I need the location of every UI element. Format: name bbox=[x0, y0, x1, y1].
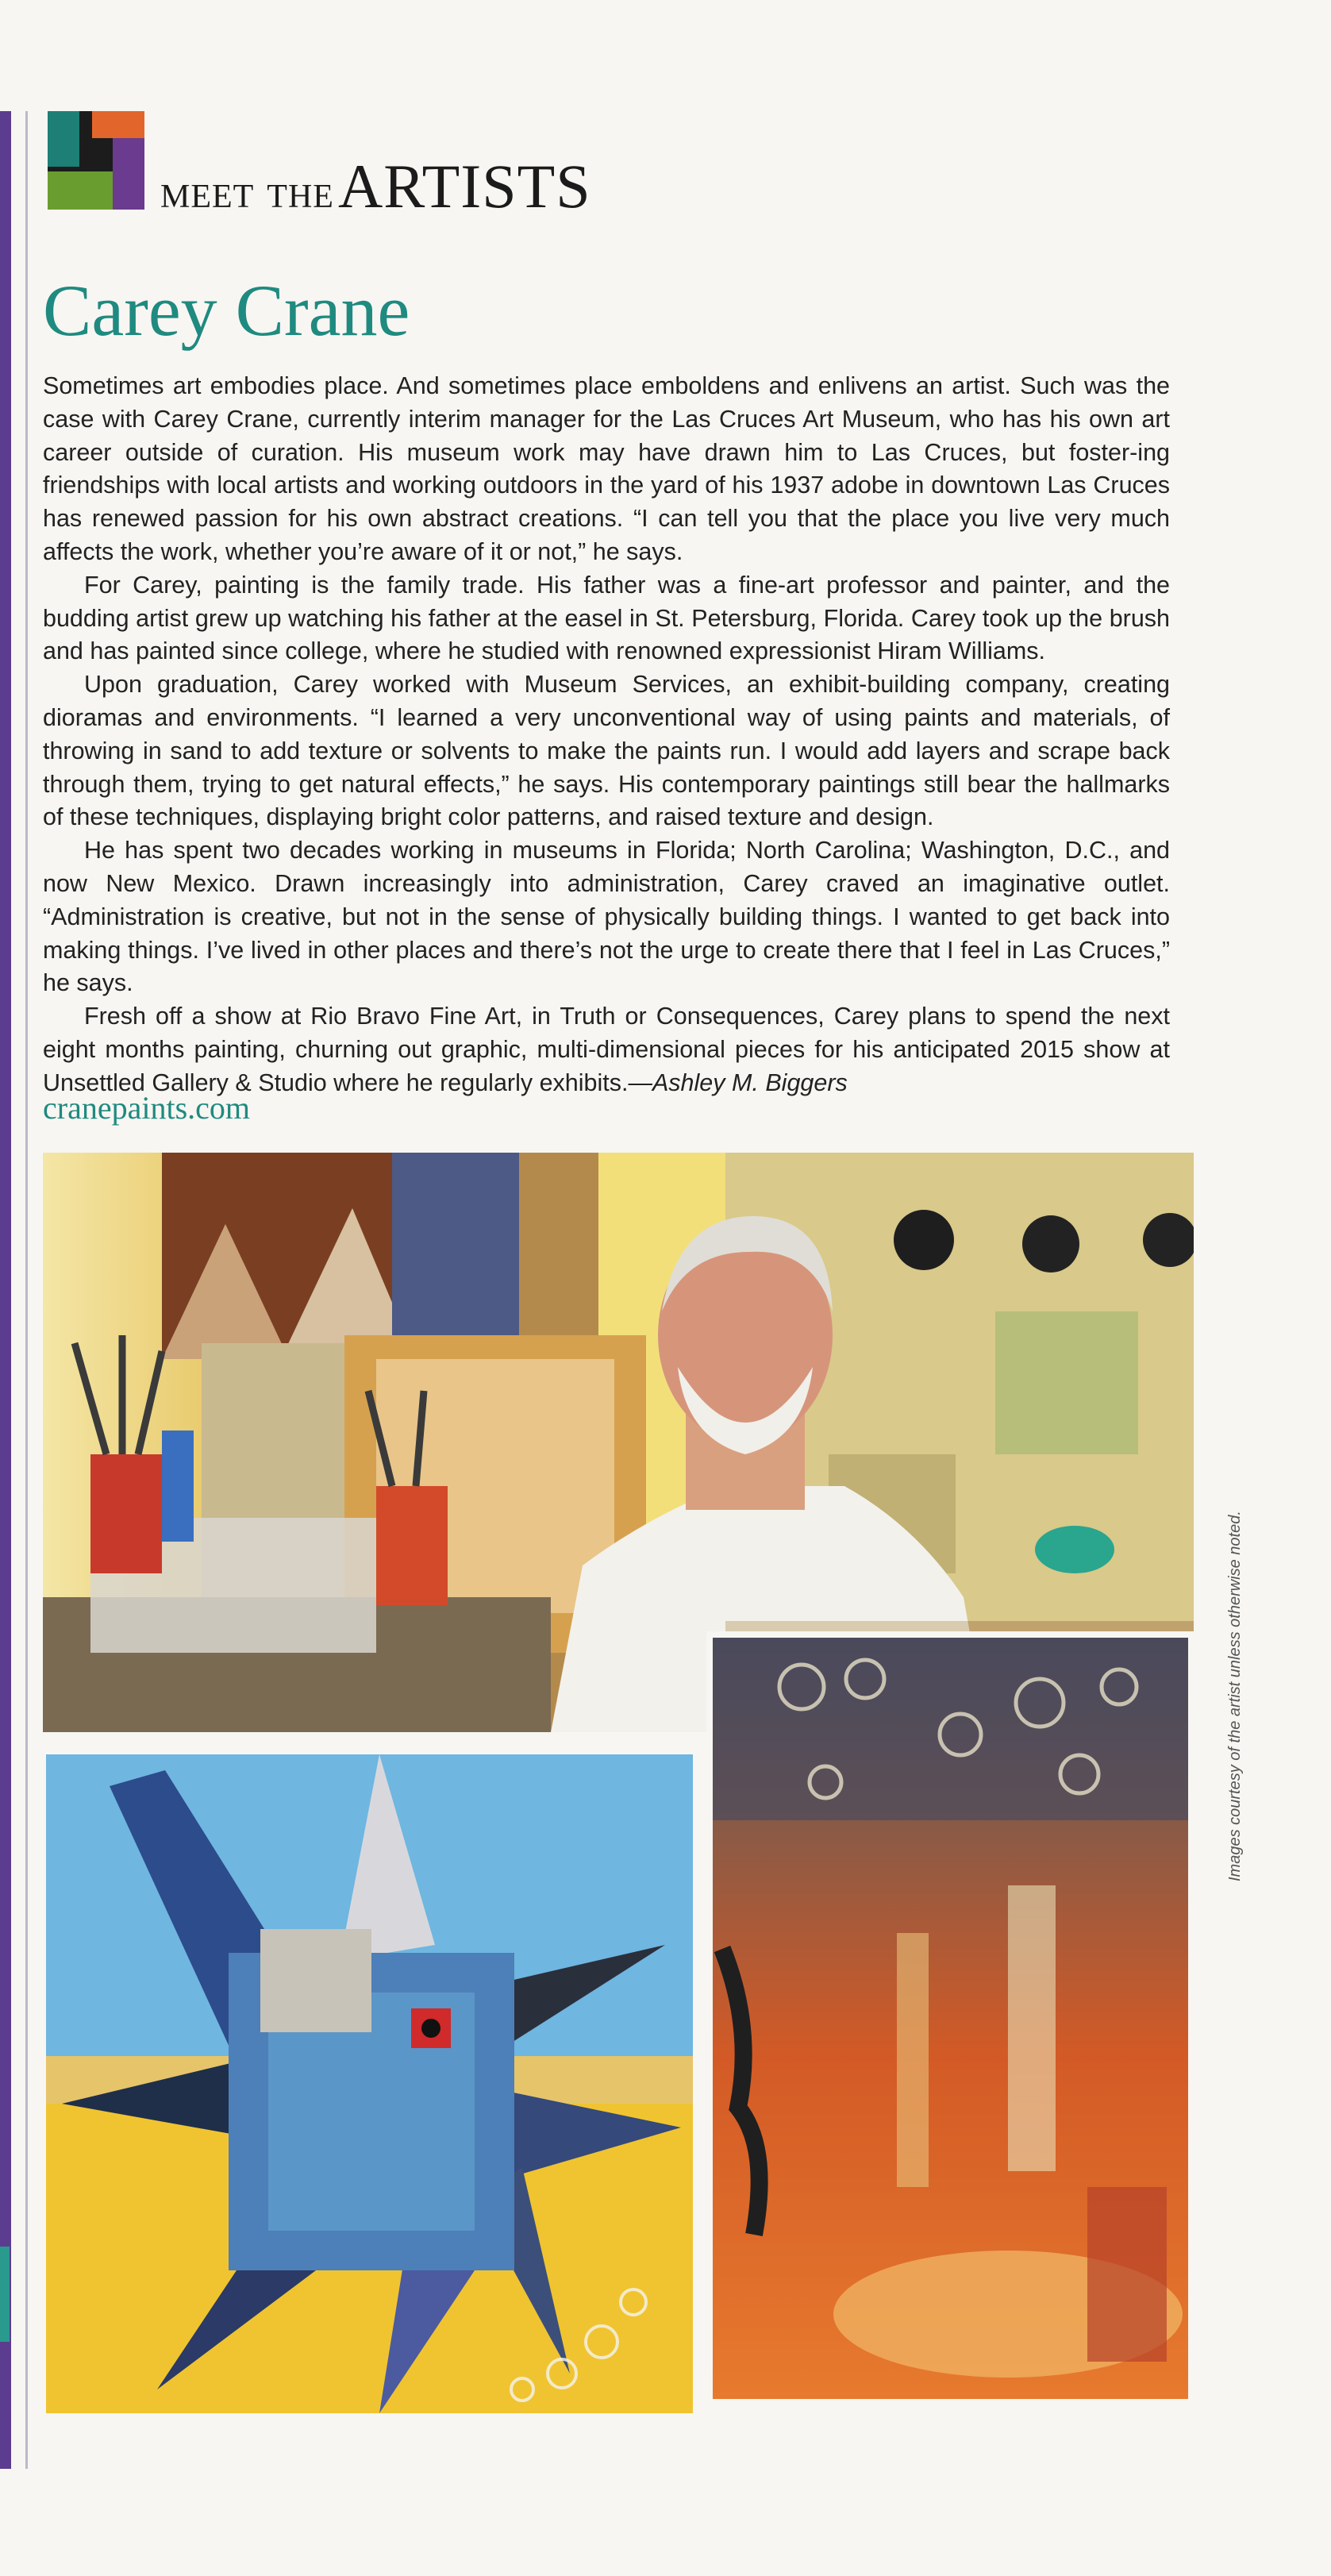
section-title-big: ARTISTS bbox=[337, 152, 591, 221]
photo-credit: Images courtesy of the artist unless otherwise noted. bbox=[1226, 1511, 1244, 1881]
article-paragraph: Fresh off a show at Rio Bravo Fine Art, in Truth or Consequences, Carey plans to spend the next eight months painting, churning out graphic, multi-dimensional pieces for his anticipated 2015 show at Unsettled Gallery & Studio where he regularly exhibits. bbox=[43, 1003, 1170, 1096]
artist-name: Carey Crane bbox=[43, 270, 410, 351]
margin-tab bbox=[0, 2247, 10, 2342]
article-paragraph: Sometimes art embodies place. And sometimes place emboldens and enlivens an artist. Such was the case with Carey Crane, currently interim manager for the Las Cruces Art Museum, who has his own art career outside of curation. His museum work may have drawn him to Las Cruces, but foster-ing friendships with local artists and working outdoors in the yard of his 1937 adobe in downtown Las Cruces has renewed passion for his own abstract creations. “I can tell you that the place you live very much affects the work, whether you’re aware of it or not,” he says. bbox=[43, 372, 1170, 565]
section-logo bbox=[48, 111, 144, 210]
section-title-small: meet the bbox=[160, 165, 334, 218]
article-paragraph-last bbox=[43, 1000, 1170, 1099]
margin-rule bbox=[25, 111, 28, 2469]
article-paragraph: Upon graduation, Carey worked with Museum Services, an exhibit-building company, creating dioramas and environments. “I learned a very unconventional way of using paints and materials, of throwing in sand to add texture or solvents to make the paints run. I would add layers and scrape back through them, trying to get natural effects,” he says. His contemporary paintings still bear the hallmarks of these techniques, displaying bright color patterns, and raised texture and design. bbox=[43, 671, 1170, 831]
article-paragraph: He has spent two decades working in museums in Florida; North Carolina; Washington, D.C., and now New Mexico. Drawn increasingly into administration, Carey craved an imaginative outlet. “Administration is creative, but not in the sense of physically building things. I wanted to get back into making things. I’ve lived in other places and there’s not the urge to create there that I feel in Las Cruces,” he says. bbox=[43, 837, 1170, 997]
abstract-orange-painting bbox=[706, 1631, 1194, 2405]
byline: —Ashley M. Biggers bbox=[628, 1069, 848, 1096]
article-body bbox=[43, 370, 1170, 1100]
artist-website-link[interactable]: cranepaints.com bbox=[43, 1090, 250, 1126]
margin-stripe bbox=[0, 111, 11, 2469]
section-title bbox=[160, 151, 591, 222]
article-paragraph: For Carey, painting is the family trade. His father was a fine-art professor and painter, and the budding artist grew up watching his father at the easel in St. Petersburg, Florida. Carey took up the brush and has painted since college, where he studied with renowned expressionist Hiram Williams. bbox=[43, 571, 1170, 665]
star-painting bbox=[46, 1754, 693, 2413]
